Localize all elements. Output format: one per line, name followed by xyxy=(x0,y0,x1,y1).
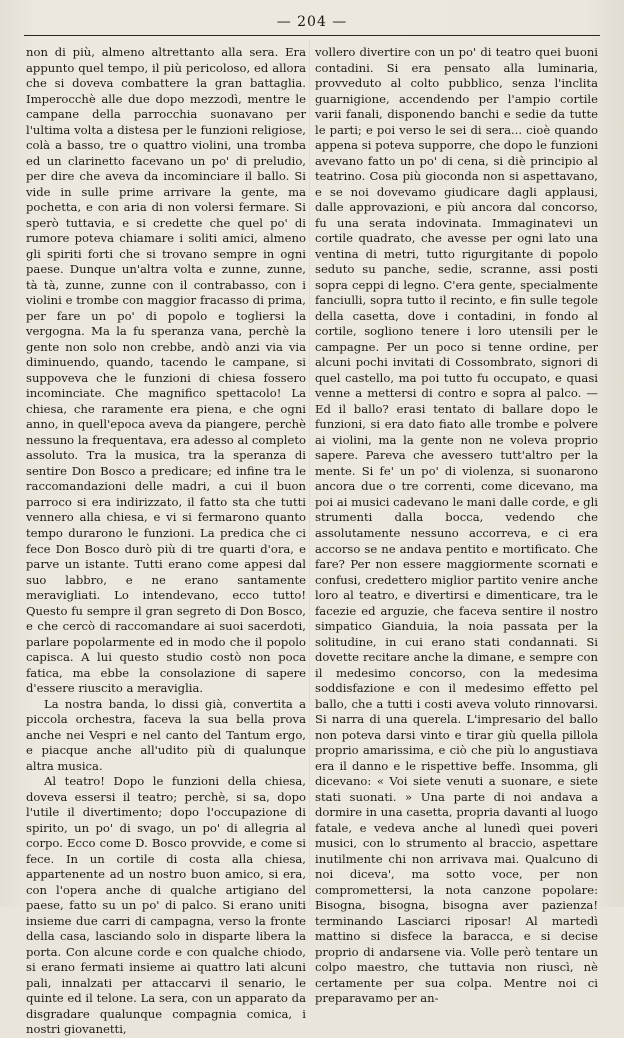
page-number: — 204 — xyxy=(276,14,348,30)
left-column xyxy=(26,45,306,1037)
paragraph: La nostra banda, lo dissi già, convertita a piccola orchestra, faceva la sua bella prova anche nei Vespri e nel canto del Tantum ergo, e piacque anche all'udito più di qualunque altra musica. xyxy=(26,696,306,773)
header-rule xyxy=(24,35,600,36)
paragraph: vollero divertire con un po' di teatro quei buoni contadini. Si era pensato alla luminaria, provveduto al colto pubblico, senza l'inclita guarnigione, accendendo per l'ampio cortile varii fanali, disponendo banchi e sedie da tutte le parti; e poi verso le sei di sera... cioè quando appena si poteva supporre, che dopo le funzioni avevano fatto un po' di cena, si diè principio al teatrino. Cosa più gioconda non si aspettavano, e se noi dovevamo giudicare dagli applausi, dalle approvazioni, e più ancora dal concorso, fu una serata indovinata. Immaginatevi un cortile quadrato, che avesse per ogni lato una ventina di metri, tutto rigurgitante di popolo seduto su panche, sedie, scranne, assi posti sopra ceppi di legno. C'era gente, specialmente fanciulli, sopra tutto il recinto, e fin sulle tegole della casetta, dove i contadini, in fondo al cortile, sogliono tenere i loro utensili per le campagne. Per un poco si tenne ordine, per alcuni pochi invitati di Cossombrato, signori di quel castello, ma poi tutto fu occupato, e quasi venne a mettersi di contro e sopra al palco. — Ed il ballo? erasi tentato di ballare dopo le funzioni, si era dato fiato alle trombe e polvere ai violini, ma la gente non ne voleva proprio sapere. Pareva che avessero tutt'altro per la mente. Si fe' un po' di violenza, si suonarono ancora due o tre correnti, come dicevano, ma poi ai musici cadevano le mani dalle corde, e gli strumenti dalla bocca, vedendo che assolutamente nessuno accorreva, e ci era accorso se ne andava pentito e mortificato. Che fare? Per non essere maggiormente scornati e confusi, credettero miglior partito venire anche loro al teatro, e divertirsi e dimenticare, tra le facezie ed arguzie, che faceva sentire il nostro simpatico Gianduia, la noia passata per la solitudine, in cui erano stati condannati. Si dovette recitare anche la dimane, e sempre con il medesimo concorso, con la medesima soddisfazione e con il medesimo effetto pel ballo, che a tutti i costi aveva voluto rinnovarsi. Si narra di una querela. L'impresario del ballo non poteva darsi vinto e tirar giù quella pillola proprio amarissima, e ciò che più lo angustiava era il danno e le rispettive beffe. Insomma, gli dicevano: « Voi siete venuti a suonare, e siete stati suonati. » Una parte di noi andava a dormire in una casetta, propria davanti al luogo fatale, e vedeva anche al lunedì quei poveri musici, con lo strumento al braccio, aspettare inutilmente chi non arrivava mai. Qualcuno di noi diceva', ma sotto voce, per non compromettersi, la nota canzone popolare: Bisogna, bisogna, bisogna aver pazienza! terminando Lasciarci riposar! Al martedì mattino si disfece la baracca, e si decise proprio di andarsene via. Volle però tentare un colpo maestro, che tuttavia non riuscì, nè certamente per sua colpa. Mentre noi ci preparavamo per an- xyxy=(315,45,598,1006)
paragraph: Al teatro! Dopo le funzioni della chiesa, doveva essersi il teatro; perchè, si sa, dopo l'utile il divertimento; dopo l'occupazione di spirito, un po' di svago, un po' di allegria al corpo. Ecco come D. Bosco provvide, e come si fece. In un cortile di costa alla chiesa, appartenente ad un nostro buon amico, si era, con l'opera anche di qualche artigiano del paese, fatto su un po' di palco. Si erano uniti insieme due carri di campagna, verso la fronte della casa, lasciando solo in disparte libera la porta. Con alcune corde e con qualche chiodo, si erano fermati insieme ai quattro lati alcuni pali, innalzati per attaccarvi il senario, le quinte ed il telone. La sera, con un apparato da disgradare qualunque compagnia comica, i nostri giovanetti, xyxy=(26,774,306,1037)
column-gutter xyxy=(309,40,310,905)
paragraph: non di più, almeno altrettanto alla sera. Era appunto quel tempo, il più pericoloso, ed allora che si doveva combattere la gran battaglia. Imperocchè alle due dopo mezzodì, mentre le campane della parrocchia suonavano per l'ultima volta a distesa per le funzioni religiose, colà a basso, tre o quattro violini, una tromba ed un clarinetto facevano un po' di preludio, per dire che aveva da incominciare il ballo. Si vide in sulle prime arrivare la gente, ma pochetta, e con aria di non volersi fermare. Si sperò tuttavia, e si credette che quel po' di rumore poteva chiamare i soliti amici, almeno gli spiriti forti che si trovano sempre in ogni paese. Dunque un'altra volta e zunne, zunne, tà tà, zunne, zunne con il contrabasso, con i violini e trombe con maggior fracasso di prima, per fare un po' di popolo e togliersi la vergogna. Ma la fu speranza vana, perchè la gente non solo non crebbe, andò anzi via via diminuendo, quando, tacendo le campane, si suppoveva che le funzioni di chiesa fossero incominciate. Che magnifico spettacolo! La chiesa, che raramente era piena, e che ogni anno, in quell'epoca aveva da piangere, perchè nessuno la frequentava, era adesso al completo assoluto. Tra la musica, tra la speranza di sentire Don Bosco a predicare; ed infine tra le raccomandazioni delle madri, a cui il buon parroco si era indirizzato, il fatto sta che tutti vennero alla chiesa, e vi si fermarono quanto tempo durarono le funzioni. La predica che ci fece Don Bosco durò più di tre quarti d'ora, e parve un istante. Tutti erano come appesi dal suo labbro, e ne erano santamente meravigliati. Lo intendevano, ecco tutto! Questo fu sempre il gran segreto di Don Bosco, e che cercò di raccomandare ai suoi sacerdoti, parlare popolarmente ed in modo che il popolo capisca. A lui questo studio costò non poca fatica, ma ebbe la consolazione di sapere d'essere riuscito a meraviglia. xyxy=(26,45,306,696)
right-column xyxy=(315,45,598,1006)
